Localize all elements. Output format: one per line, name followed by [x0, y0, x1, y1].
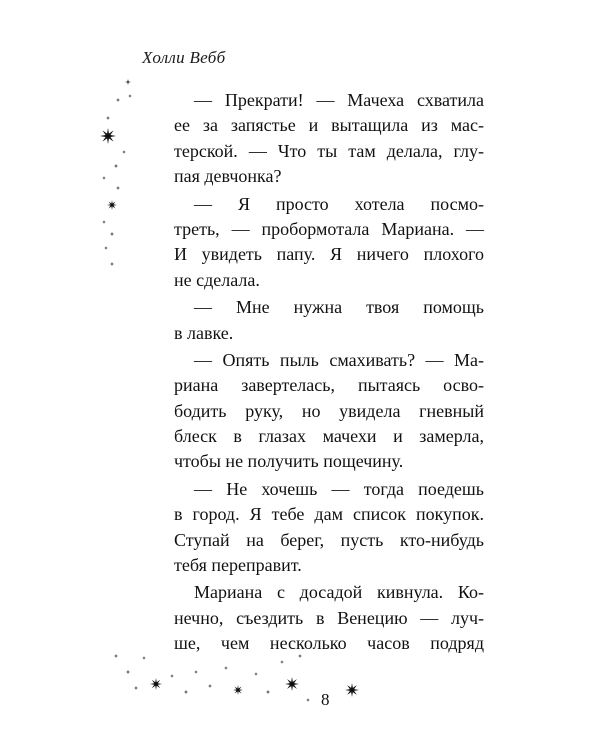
- star-icon: [114, 654, 118, 658]
- text-line: нечно, съездить в Венецию — луч-: [174, 607, 484, 628]
- star-icon: [128, 94, 132, 98]
- star-icon: [285, 677, 299, 691]
- star-icon: [126, 670, 131, 675]
- star-icon: [266, 690, 271, 695]
- text-line: в лавке.: [174, 322, 234, 343]
- text-line: в город. Я тебе дам список покупок.: [174, 504, 484, 525]
- text-line: Ступай на берег, пусть кто-нибудь: [174, 529, 484, 550]
- text-line: риана завертелась, пытаясь осво-: [174, 375, 484, 396]
- star-icon: [100, 128, 116, 144]
- text-line: ее за запястье и вытащила из мас-: [174, 115, 484, 136]
- text-line: не сделала.: [174, 269, 260, 290]
- star-icon: [122, 150, 126, 154]
- star-icon: [194, 670, 198, 674]
- page-number: 8: [321, 690, 330, 709]
- star-icon: [142, 656, 146, 660]
- running-head-author: Холли Вебб: [142, 48, 226, 67]
- star-icon: [134, 686, 138, 690]
- star-icon: [116, 98, 120, 102]
- body-text: [174, 88, 484, 657]
- star-icon: [116, 186, 120, 190]
- text-line: — Мне нужна твоя помощь: [194, 297, 484, 318]
- text-line: И увидеть папу. Я ничего плохого: [174, 244, 484, 265]
- star-icon: [233, 685, 243, 695]
- star-icon: [208, 684, 212, 688]
- star-icon: [150, 678, 162, 690]
- star-icon: [280, 660, 284, 664]
- star-icon: [254, 672, 258, 676]
- text-line: — Не хочешь — тогда поедешь: [194, 478, 484, 499]
- star-icon: [102, 176, 106, 180]
- text-line: тебя переправит.: [174, 555, 302, 576]
- text-line: бодить руку, но увидела гневный: [174, 400, 484, 421]
- star-icon: [104, 246, 108, 250]
- text-line: пая девчонка?: [174, 166, 282, 187]
- star-icon: [184, 690, 189, 695]
- star-icon: [170, 674, 174, 678]
- star-icon: [102, 220, 106, 224]
- star-icon: [125, 79, 131, 85]
- star-icon: [306, 698, 310, 702]
- star-icon: [110, 232, 115, 237]
- text-line: ше, чем несколько часов подряд: [174, 633, 484, 654]
- star-icon: [107, 200, 117, 210]
- text-line: — Прекрати! — Мачеха схватила: [194, 90, 484, 110]
- star-icon: [106, 116, 110, 120]
- star-icon: [345, 683, 359, 697]
- text-line: треть, — пробормотала Мариана. —: [174, 218, 484, 239]
- text-line: — Я просто хотела посмо-: [194, 193, 484, 214]
- text-line: — Опять пыль смахивать? — Ма-: [194, 349, 484, 370]
- star-icon: [114, 164, 119, 169]
- text-line: чтобы не получить пощечину.: [174, 451, 404, 472]
- text-line: Мариана с досадой кивнула. Ко-: [194, 582, 484, 603]
- text-line: блеск в глазах мачехи и замерла,: [174, 426, 484, 447]
- star-icon: [224, 666, 228, 670]
- star-icon: [110, 262, 114, 266]
- text-line: терской. — Что ты там делала, глу-: [174, 140, 484, 161]
